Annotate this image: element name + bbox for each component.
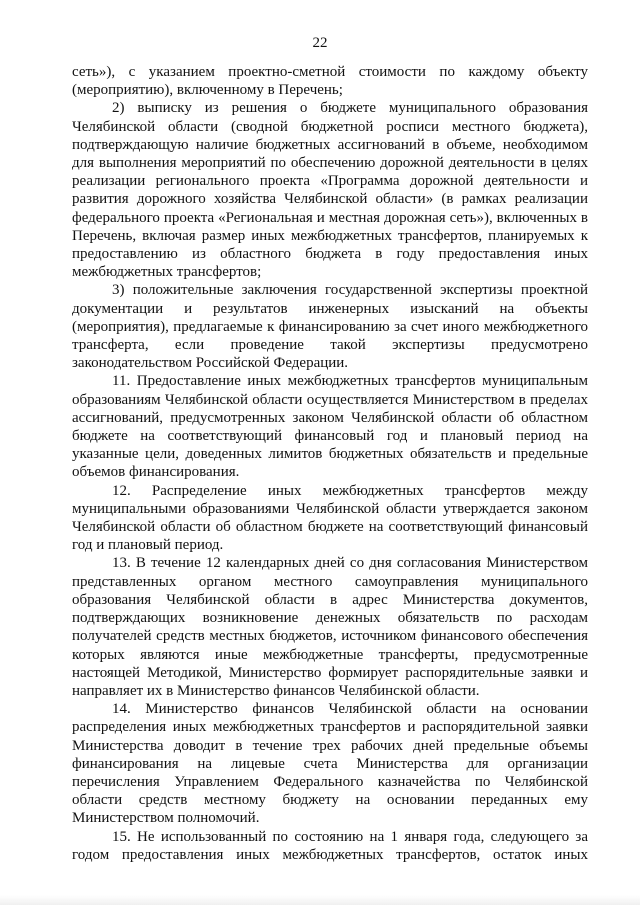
text-line: (мероприятию), включенному в Перечень; <box>72 82 343 99</box>
paragraph <box>72 281 588 372</box>
text-line: 3) положительные заключения государственной экспертизы проектной <box>112 282 588 299</box>
text-line: 12. Распределение иных межбюджетных трансфертов между <box>112 482 588 499</box>
text-line: сеть»), с указанием проектно-сметной стоимости по каждому объекту <box>72 64 588 80</box>
text-line: предоставлению из областного бюджета в году предоставления иных <box>72 246 588 263</box>
paragraph <box>72 482 588 555</box>
text-line: 2) выписку из решения о бюджете муниципального образования <box>112 100 588 117</box>
text-line: распределения иных межбюджетных трансфертов и распорядительной заявки <box>72 719 588 736</box>
text-line: направляет их в Министерство финансов Челябинской области. <box>72 682 480 699</box>
paragraph <box>72 828 588 864</box>
text-line: межбюджетных трансфертов; <box>72 264 262 281</box>
paragraph <box>72 700 588 827</box>
text-line: год и плановый период. <box>72 537 224 554</box>
text-line: Челябинской области (сводной бюджетной росписи местного бюджета), <box>72 118 588 135</box>
paragraph <box>72 554 588 700</box>
document-body <box>72 63 588 864</box>
text-line: 15. Не использованный по состоянию на 1 января года, следующего за <box>112 828 588 845</box>
text-line: годом предоставления иных межбюджетных трансфертов, остаток иных <box>72 846 588 863</box>
paragraph <box>72 99 588 281</box>
text-line: ассигнований, предусмотренных законом Челябинской области об областном <box>72 409 588 426</box>
text-line: которых являются иные межбюджетные трансферты, предусмотренные <box>72 646 588 663</box>
text-line: перечисления Управлением Федерального казначейства по Челябинской <box>72 773 588 790</box>
text-line: Челябинской области об областном бюджете на соответствующий финансовый <box>72 519 588 536</box>
text-line: подтверждающую наличие бюджетных ассигнований в объеме, необходимом <box>72 136 588 153</box>
text-line: указанные цели, доведенных лимитов бюджетных обязательств и предельные <box>72 446 588 463</box>
text-line: 13. В течение 12 календарных дней со дня согласования Министерством <box>112 555 588 572</box>
page-number: 22 <box>312 35 328 51</box>
text-line: образованиям Челябинской области осуществляется Министерством в пределах <box>72 391 588 408</box>
text-line: трансферта, если проведение такой экспертизы предусмотрено <box>72 337 588 354</box>
text-line: развития дорожного хозяйства Челябинской области» (в рамках реализации <box>72 191 588 208</box>
text-line: финансирования на лицевые счета Министерства для организации <box>72 755 588 772</box>
text-line: 11. Предоставление иных межбюджетных трансфертов муниципальным <box>112 373 588 390</box>
text-line: (мероприятия), предлагаемые к финансированию за счет иного межбюджетного <box>72 318 588 335</box>
text-line: муниципальными образованиями Челябинской области утверждается законом <box>72 500 588 517</box>
text-line: реализации регионального проекта «Программа дорожной деятельности и <box>72 173 588 190</box>
text-line: Министерства доводит в течение трех рабочих дней предельные объемы <box>72 737 588 754</box>
text-line: Министерством полномочий. <box>72 810 260 827</box>
text-line: Перечень, включая размер иных межбюджетных трансфертов, планируемых к <box>72 227 588 244</box>
text-line: представленных органом местного самоуправления муниципального <box>72 573 588 590</box>
text-line: законодательством Российской Федерации. <box>72 355 349 372</box>
text-line: получателей средств местных бюджетов, источником финансового обеспечения <box>72 628 588 645</box>
text-line: бюджете на соответствующий финансовый год и плановый период на <box>72 428 588 445</box>
text-line: федерального проекта «Региональная и местная дорожная сеть»), включенных в <box>72 209 588 226</box>
text-line: документации и результатов инженерных изысканий на объекты <box>72 300 588 317</box>
text-line: объемов финансирования. <box>72 464 240 481</box>
text-line: настоящей Методикой, Министерство формирует распорядительные заявки и <box>72 664 588 681</box>
text-line: 14. Министерство финансов Челябинской области на основании <box>112 701 588 718</box>
text-line: подтверждающих возникновение денежных обязательств по расходам <box>72 610 588 627</box>
text-line: образования Челябинской области в адрес Министерства документов, <box>72 591 588 608</box>
paragraph <box>72 372 588 481</box>
text-line: области средств местному бюджету на основании переданных ему <box>72 792 588 809</box>
scan-edge <box>0 895 640 905</box>
paragraph <box>72 63 588 99</box>
text-line: для выполнения мероприятий по обеспечению дорожной деятельности в целях <box>72 155 588 172</box>
